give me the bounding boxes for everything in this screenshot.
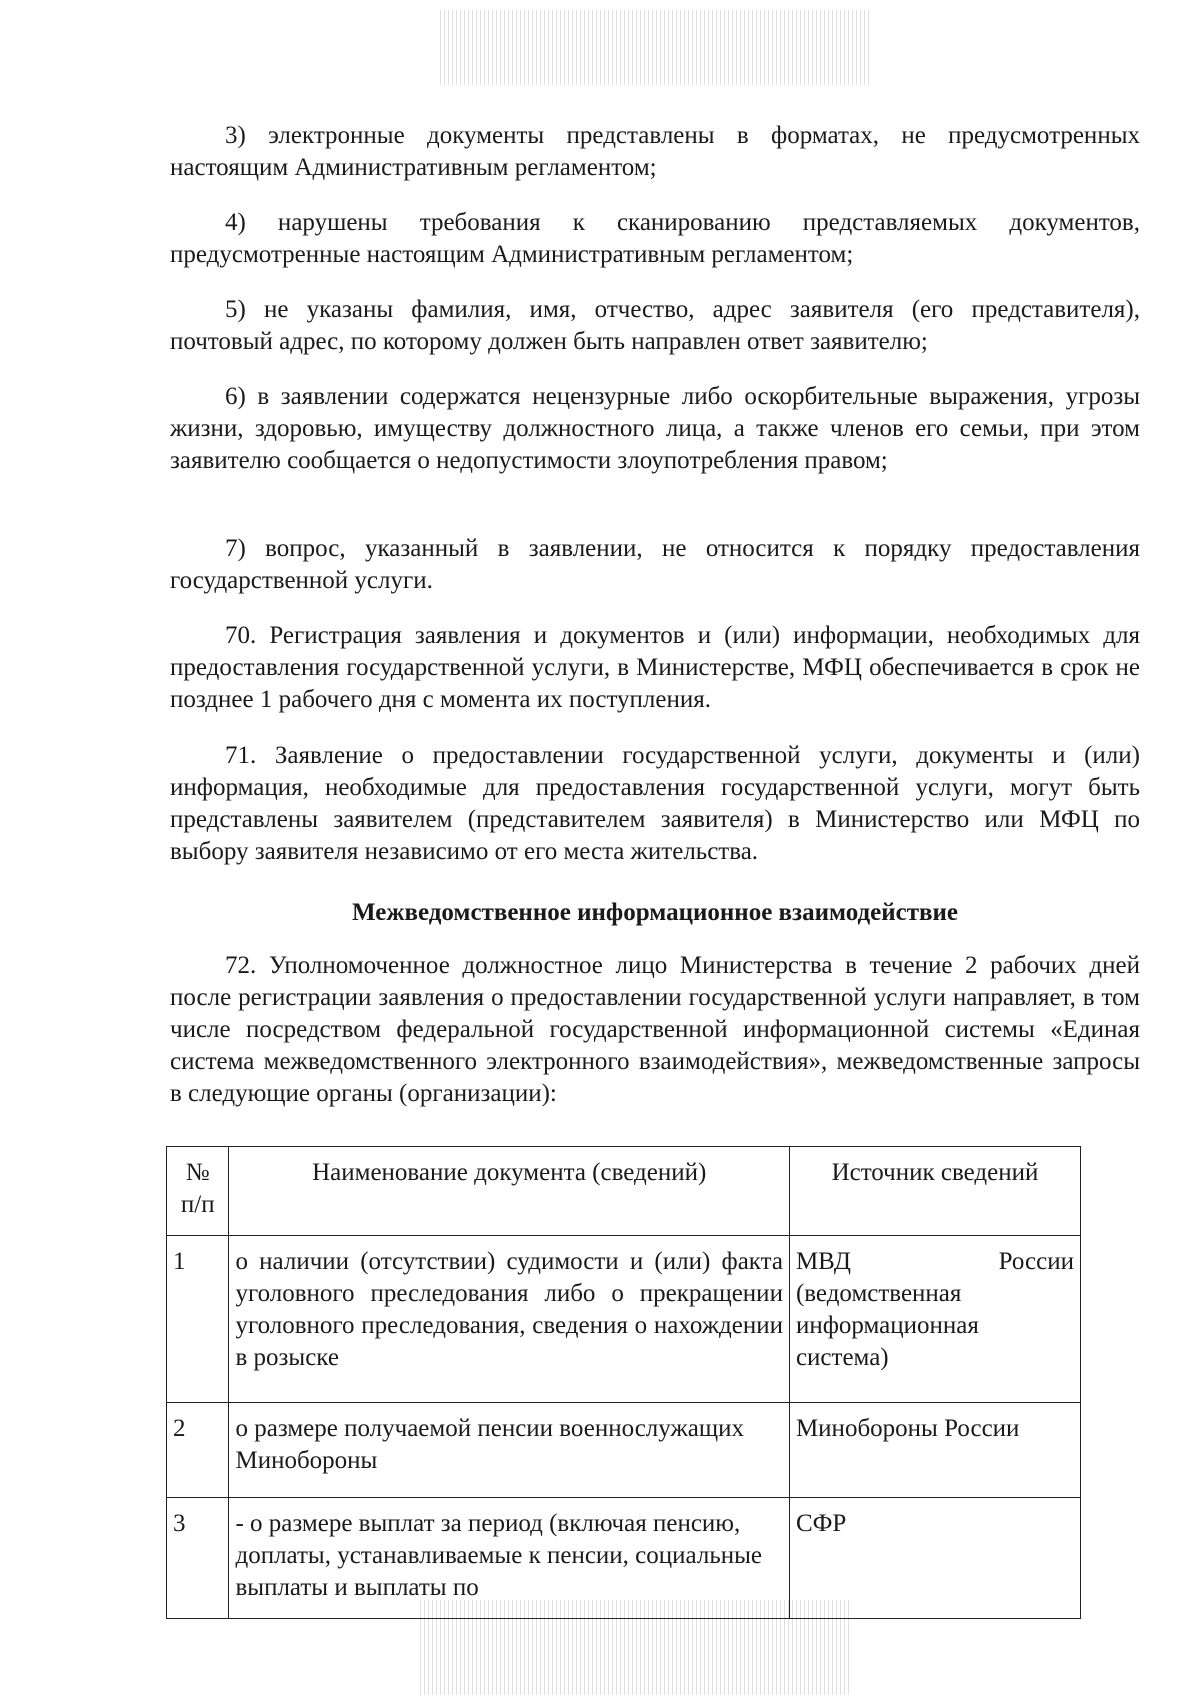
table-row [167,1236,1081,1403]
table-row [167,1498,1081,1619]
paragraph-item-4: 4) нарушены требования к сканированию представляемых документов, предусмотренные настоящим Административным регламентом; [170,209,1140,268]
paragraph-item-7: 7) вопрос, указанный в заявлении, не относится к порядку предоставления государственной услуги. [170,535,1140,594]
table-header-row [167,1147,1081,1236]
row-source: МВД России (ведомственная информационная система) [789,1236,1080,1403]
paragraph-item-6: 6) в заявлении содержатся нецензурные либо оскорбительные выражения, угрозы жизни, здоровью, имуществу должностного лица, а также членов его семьи, при этом заявителю сообщается о недопустимости злоупотребления правом; [170,383,1140,474]
row-source: Минобороны России [789,1403,1080,1498]
row-document-name: - о размере выплат за период (включая пенсию, доплаты, устанавливаемые к пенсии, социальные выплаты и выплаты по [229,1498,789,1619]
row-document-name: о размере получаемой пенсии военнослужащих Минобороны [229,1403,789,1498]
table-row [167,1403,1081,1498]
row-document-name: о наличии (отсутствии) судимости и (или) факта уголовного преследования либо о прекращении уголовного преследования, сведения о нахождении в розыске [229,1236,789,1403]
interagency-requests-table [166,1146,1081,1619]
row-source: СФР [789,1498,1080,1619]
paragraph-item-3: 3) электронные документы представлены в форматах, не предусмотренных настоящим Административным регламентом; [170,122,1140,181]
header-num: № п/п [167,1147,229,1236]
header-source: Источник сведений [789,1147,1080,1236]
paragraph-71: 71. Заявление о предоставлении государственной услуги, документы и (или) информация, необходимые для предоставления государственной услуги, могут быть представлены заявителем (представителем заявителя) в Министерство или МФЦ по выбору заявителя независимо от его места жительства. [170,742,1140,865]
row-num: 3 [167,1498,229,1619]
header-document-name: Наименование документа (сведений) [229,1147,789,1236]
paragraph-item-5: 5) не указаны фамилия, имя, отчество, адрес заявителя (его представителя), почтовый адрес, по которому должен быть направлен ответ заявителю; [170,296,1140,355]
scan-artifact-top [440,10,870,85]
row-num: 1 [167,1236,229,1403]
paragraph-70: 70. Регистрация заявления и документов и (или) информации, необходимых для предоставления государственной услуги, в Министерстве, МФЦ обеспечивается в срок не позднее 1 рабочего дня с момента их поступления. [170,622,1140,713]
row-num: 2 [167,1403,229,1498]
section-heading: Межведомственное информационное взаимодействие [352,899,958,926]
paragraph-72: 72. Уполномоченное должностное лицо Министерства в течение 2 рабочих дней после регистрации заявления о предоставлении государственной услуги направляет, в том числе посредством федеральной государственной информационной системы «Единая система межведомственного электронного взаимодействия», межведомственные запросы в следующие органы (организации): [170,952,1140,1107]
